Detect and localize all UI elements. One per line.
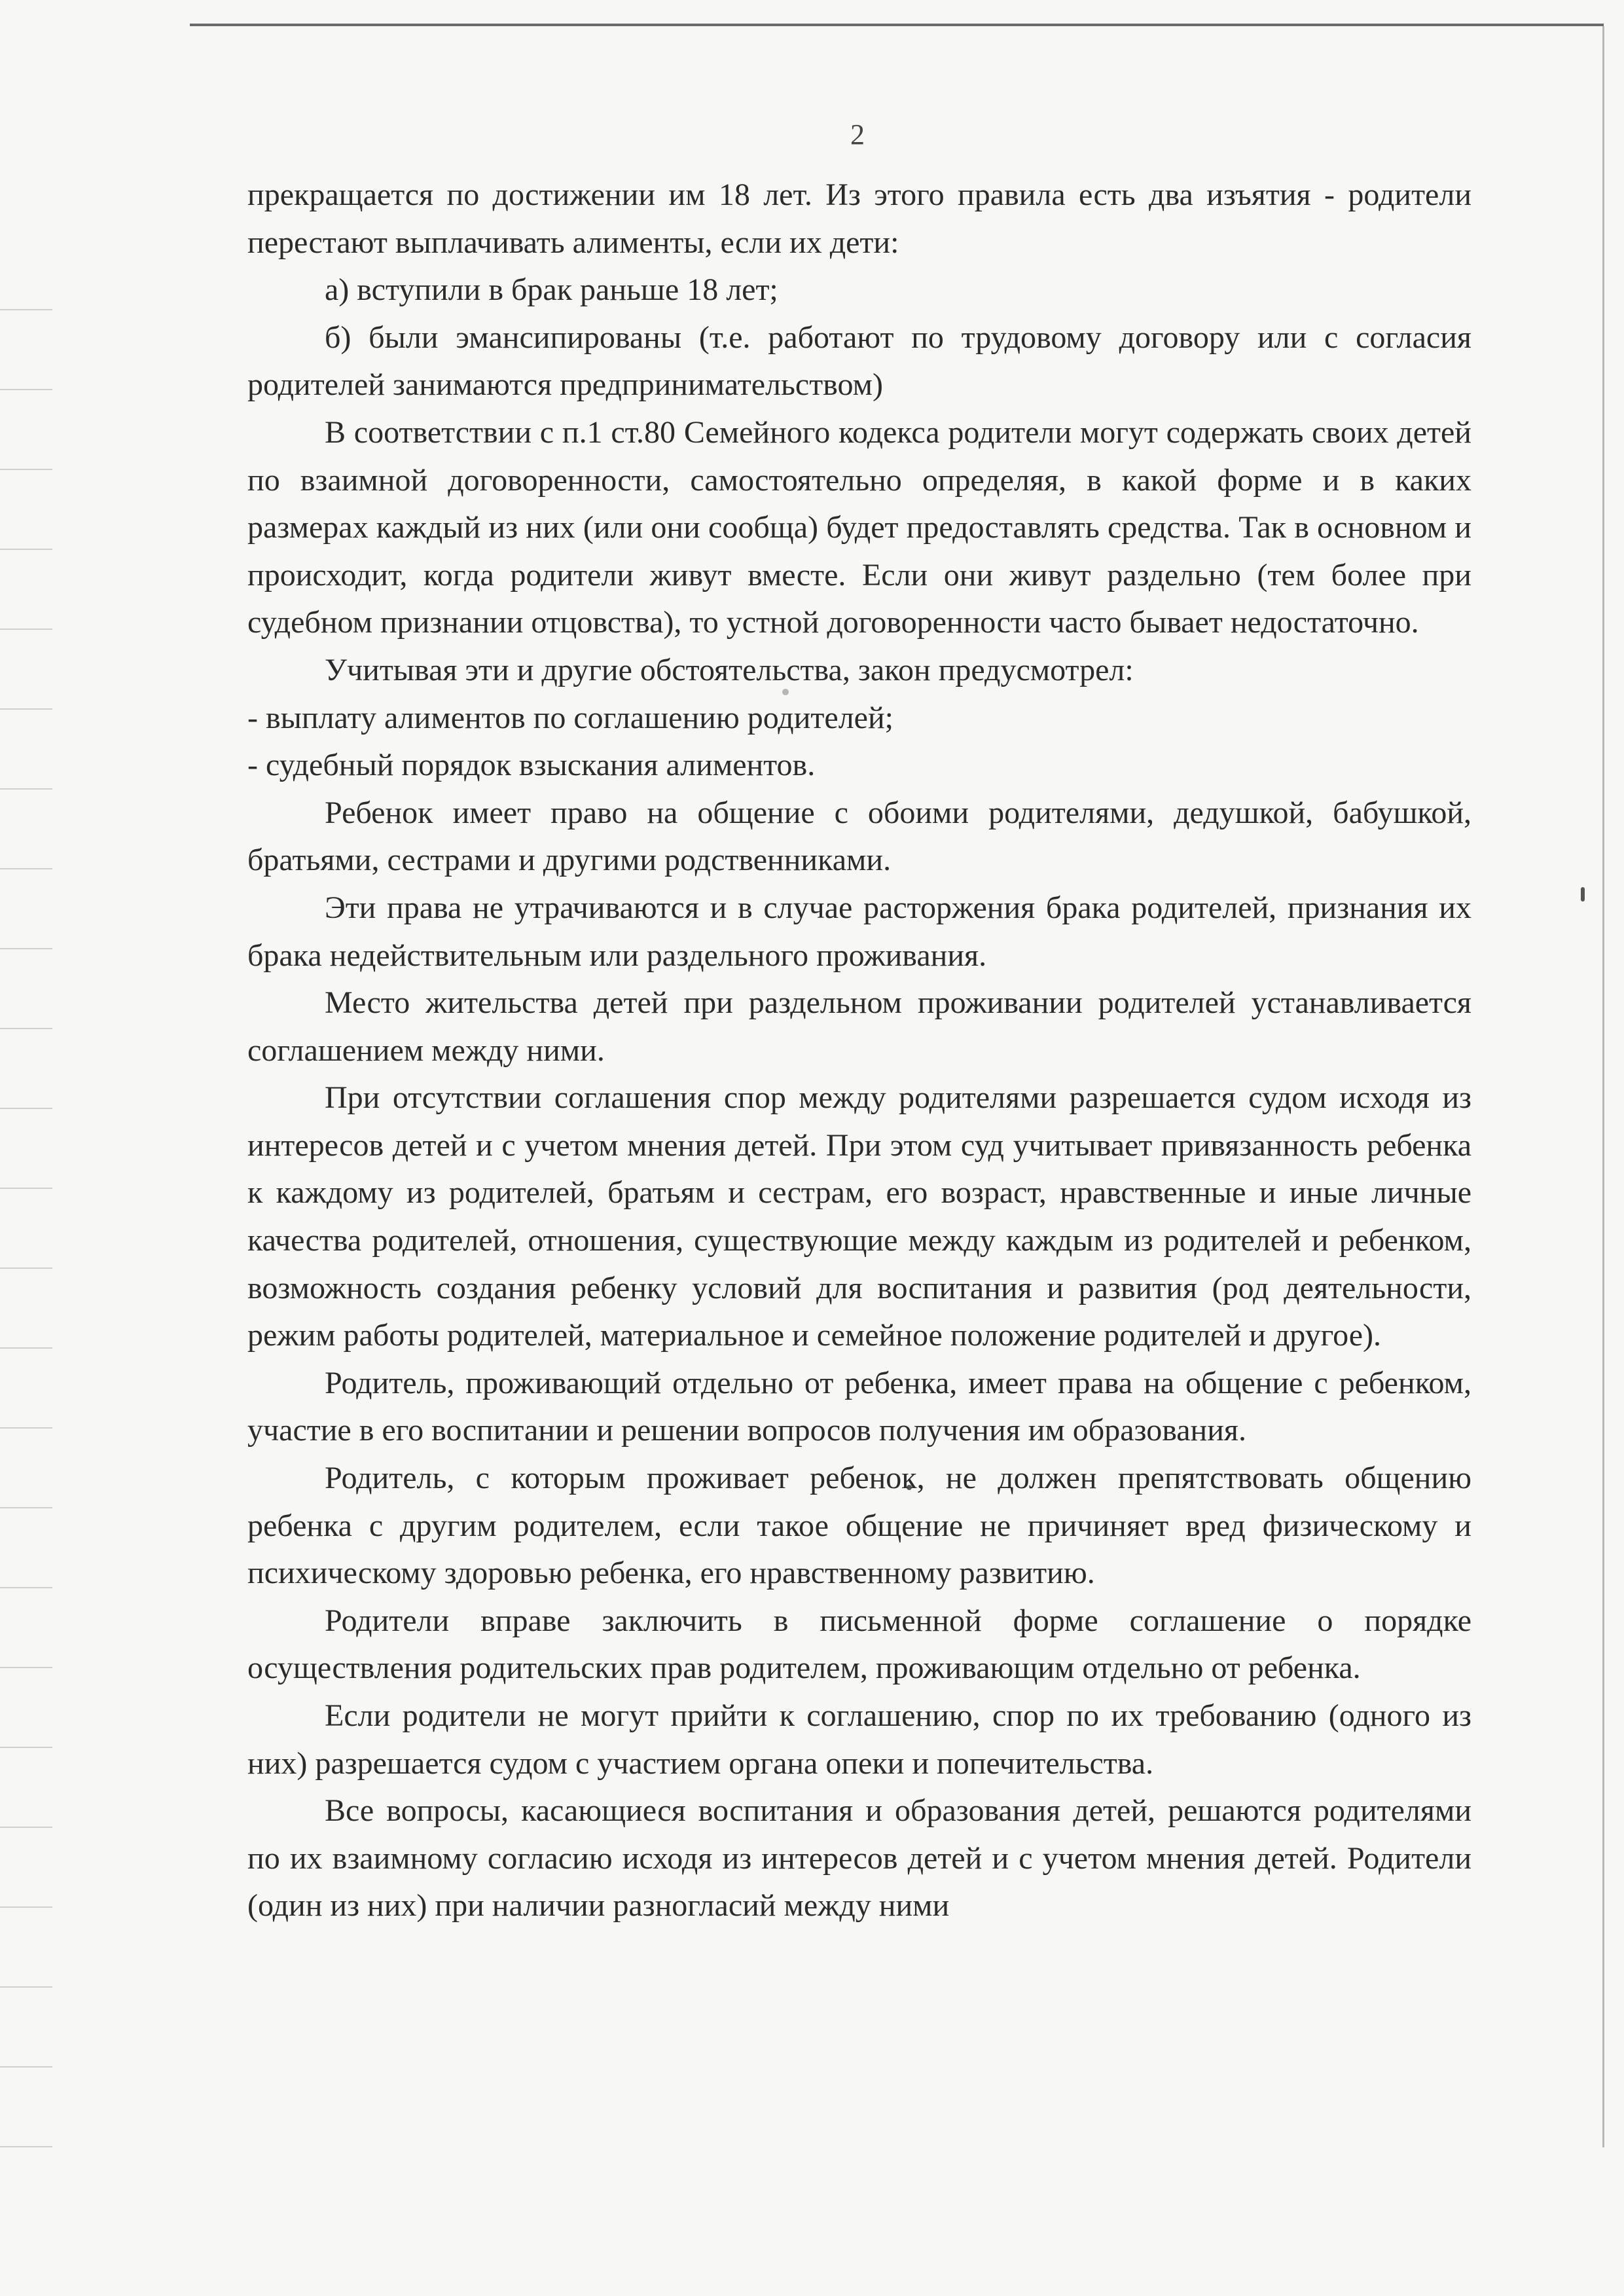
scan-top-edge: [190, 24, 1604, 26]
paragraph: Родитель, проживающий отдельно от ребенка, имеет права на общение с ребенком, участие в его воспитании и решении вопросов получения им образования.: [247, 1365, 1471, 1448]
paragraph: Место жительства детей при раздельном проживании родителей устанавливается соглашением между ними.: [247, 985, 1471, 1068]
scan-right-edge: [1602, 26, 1604, 2147]
paragraph: Родители вправе заключить в письменной форме соглашение о порядке осуществления родительских прав родителем, проживающим отдельно от ребенка.: [247, 1603, 1471, 1686]
paragraph: Если родители не могут прийти к соглашению, спор по их требованию (одного из них) разрешается судом с участием органа опеки и попечительства.: [247, 1698, 1471, 1781]
paragraph: прекращается по достижении им 18 лет. Из этого правила есть два изъятия - родители перестают выплачивать алименты, если их дети:: [247, 177, 1471, 260]
scan-left-margin-noise: [0, 262, 52, 2226]
paragraph: Все вопросы, касающиеся воспитания и образования детей, решаются родителями по их взаимному согласию исходя из интересов детей и с учетом мнения детей. Родители (один из них) при наличии разногласий между ними: [247, 1793, 1471, 1923]
list-item: б) были эмансипированы (т.е. работают по трудовому договору или с согласия родителей занимаются предпринимательством): [247, 319, 1471, 403]
document-body: [247, 172, 1471, 1930]
scan-speck: [1581, 887, 1585, 902]
paragraph: Родитель, с которым проживает ребенок, не должен препятствовать общению ребенка с другим родителем, если такое общение не причиняет вред физическому и психическому здоровью ребенка, его нравственному развитию.: [247, 1461, 1471, 1591]
list-item: - выплату алиментов по соглашению родителей;: [247, 700, 893, 735]
paragraph: Учитывая эти и другие обстоятельства, закон предусмотрел:: [325, 652, 1134, 687]
page-number: 2: [850, 118, 865, 151]
paragraph: В соответствии с п.1 ст.80 Семейного кодекса родители могут содержать своих детей по взаимной договоренности, самостоятельно определяя, в какой форме и в каких размерах каждый из них (или они сообща) будет предоставлять средства. Так в основном и происходит, когда родители живут вместе. Если они живут раздельно (тем более при судебном признании отцовства), то устной договоренности часто бывает недостаточно.: [247, 414, 1471, 640]
list-item: - судебный порядок взыскания алиментов.: [247, 748, 816, 783]
paragraph: Ребенок имеет право на общение с обоими родителями, дедушкой, бабушкой, братьями, сестрами и другими родственниками.: [247, 795, 1471, 878]
paragraph: Эти права не утрачиваются и в случае расторжения брака родителей, признания их брака недействительным или раздельного проживания.: [247, 890, 1471, 973]
paragraph: При отсутствии соглашения спор между родителями разрешается судом исходя из интересов детей и с учетом мнения детей. При этом суд учитывает привязанность ребенка к каждому из родителей, братьям и сестрам, его возраст, нравственные и иные личные качества родителей, отношения, существующие между каждым из родителей и ребенком, возможность создания ребенку условий для воспитания и развития (род деятельности, режим работы родителей, материальное и семейное положение родителей и другое).: [247, 1080, 1471, 1353]
list-item: а) вступили в брак раньше 18 лет;: [325, 272, 778, 308]
